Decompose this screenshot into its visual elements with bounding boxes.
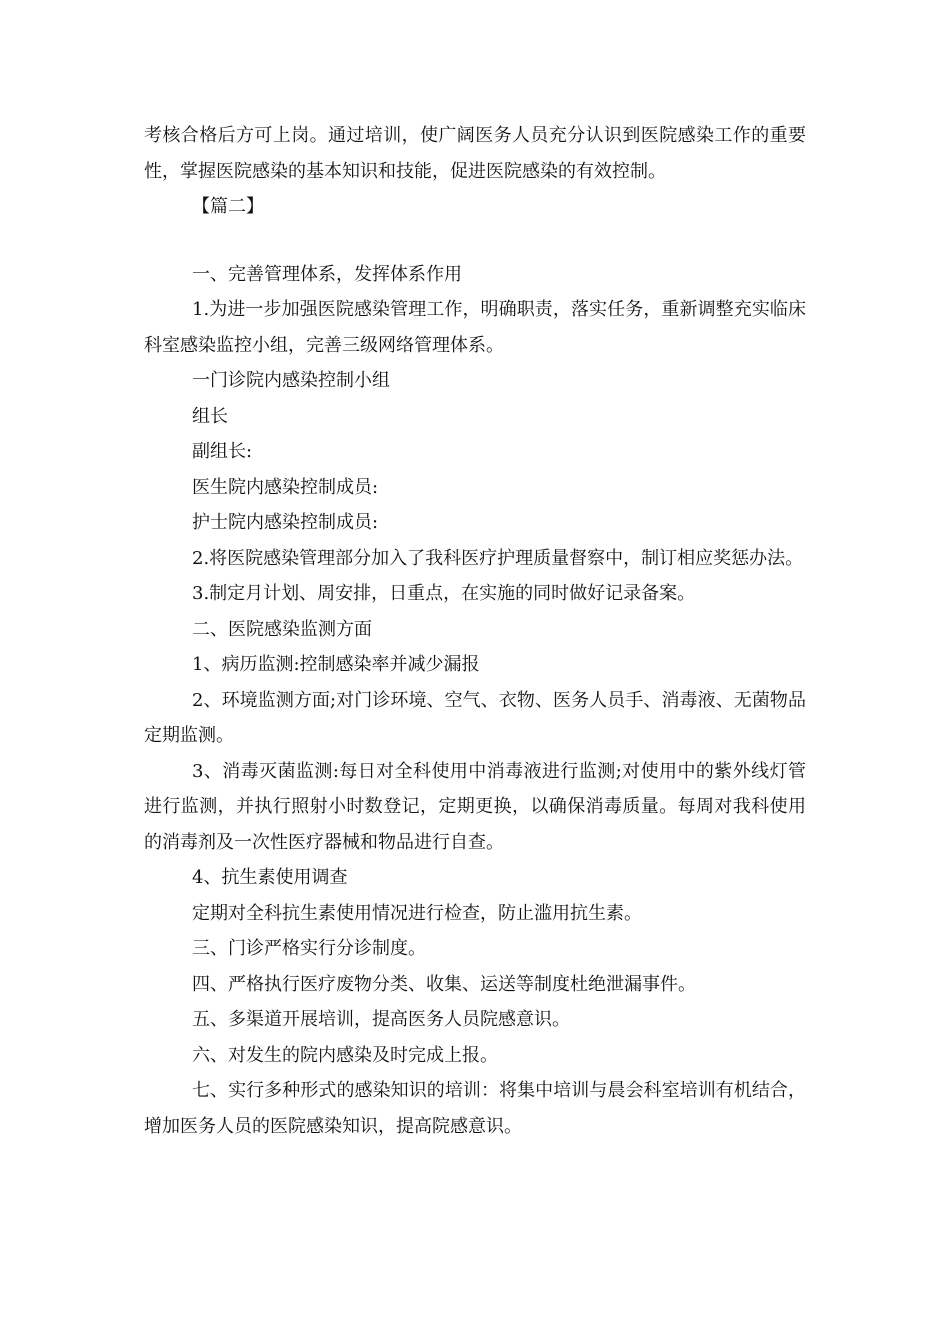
heading-knowledge-training: 七、实行多种形式的感染知识的培训：将集中培训与晨会科室培训有机结合，增加医务人员的医院感染知识，提高院感意识。 bbox=[144, 1080, 806, 1137]
heading-training: 五、多渠道开展培训，提高医务人员院感意识。 bbox=[192, 1009, 570, 1030]
paragraph-item-3: 3.制定月计划、周安排，日重点，在实施的同时做好记录备案。 bbox=[192, 583, 696, 604]
paragraph-deputy-leader: 副组长: bbox=[192, 441, 253, 462]
heading-reporting: 六、对发生的院内感染及时完成上报。 bbox=[192, 1044, 498, 1066]
blank-line bbox=[144, 225, 806, 257]
paragraph-item-2: 2.将医院感染管理部分加入了我科医疗护理质量督察中，制订相应奖惩办法。 bbox=[192, 547, 804, 569]
heading-triage: 三、门诊严格实行分诊制度。 bbox=[192, 938, 426, 959]
paragraph-monitoring-1: 1、病历监测:控制感染率并减少漏报 bbox=[192, 654, 480, 675]
paragraph-monitoring-3: 3、消毒灭菌监测:每日对全科使用中消毒液进行监测;对使用中的紫外线灯管进行监测，并执行照射小时数登记，定期更换，以确保消毒质量。每周对我科使用的消毒剂及一次性医疗器械和物品进行自查。 bbox=[144, 760, 806, 853]
heading-medical-waste: 四、严格执行医疗废物分类、收集、运送等制度杜绝泄漏事件。 bbox=[192, 973, 696, 995]
document-body bbox=[144, 118, 806, 1144]
paragraph-doctor-members: 医生院内感染控制成员: bbox=[192, 476, 379, 498]
paragraph-nurse-members: 护士院内感染控制成员: bbox=[192, 512, 379, 533]
heading-management-system: 一、完善管理体系，发挥体系作用 bbox=[192, 263, 462, 285]
paragraph-continuation: 考核合格后方可上岗。通过培训，使广阔医务人员充分认识到医院感染工作的重要性，掌握医院感染的基本知识和技能，促进医院感染的有效控制。 bbox=[144, 125, 806, 182]
paragraph-monitoring-4: 4、抗生素使用调查 bbox=[192, 867, 348, 888]
heading-monitoring: 二、医院感染监测方面 bbox=[192, 618, 372, 640]
paragraph-antibiotics: 定期对全科抗生素使用情况进行检查，防止滥用抗生素。 bbox=[192, 902, 642, 924]
paragraph-item-1: 1.为进一步加强医院感染管理工作，明确职责，落实任务，重新调整充实临床科室感染监控小组，完善三级网络管理体系。 bbox=[144, 299, 806, 356]
section-heading-part-two: 【篇二】 bbox=[192, 196, 264, 217]
paragraph-control-group: 一门诊院内感染控制小组 bbox=[192, 370, 390, 391]
paragraph-monitoring-2: 2、环境监测方面;对门诊环境、空气、衣物、医务人员手、消毒液、无菌物品定期监测。 bbox=[144, 689, 806, 746]
paragraph-group-leader: 组长 bbox=[192, 405, 228, 427]
